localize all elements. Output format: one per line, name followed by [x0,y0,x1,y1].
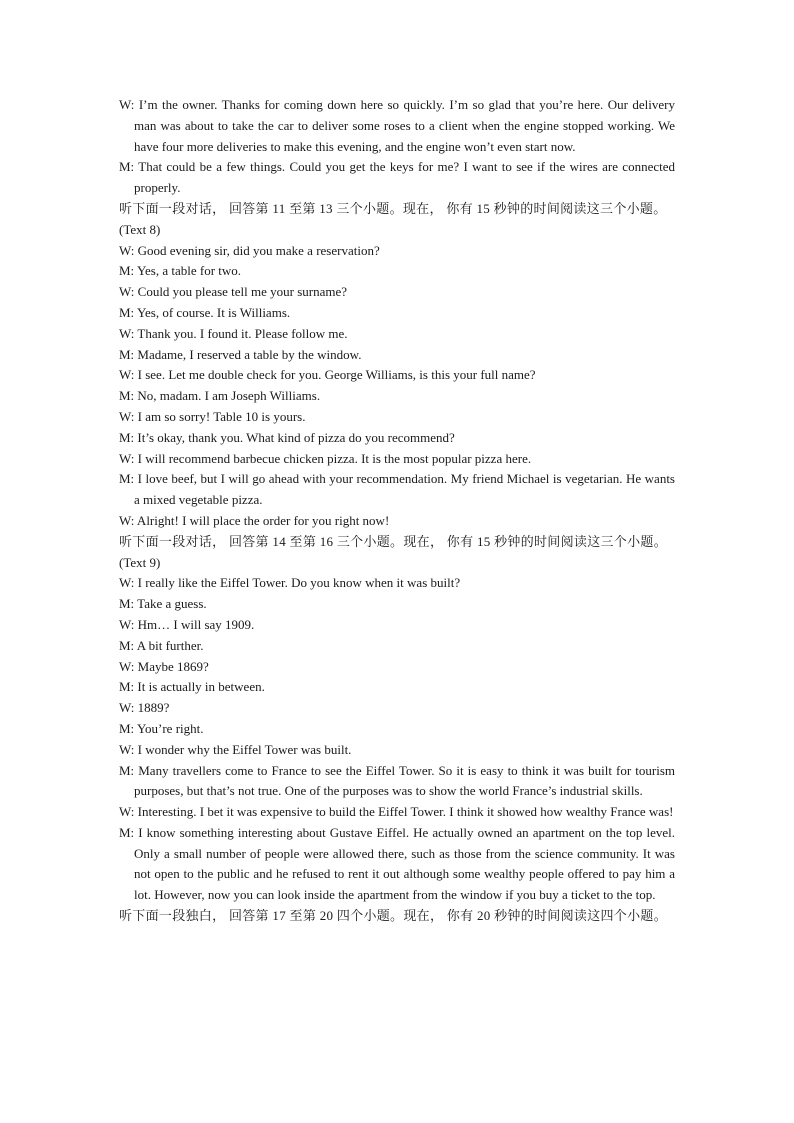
dialogue-line: M: Many travellers come to France to see the Eiffel Tower. So it is easy to think it was built for tourism purposes, but that’s not true. One of the purposes was to show the world France’s industrial skills. [119,762,675,799]
instruction-line: 听下面一段对话， 回答第 11 至第 13 三个小题。现在， 你有 15 秒钟的时间阅读这三个小题。 [119,200,667,216]
dialogue-line: M: A bit further. [119,637,204,653]
dialogue-line: W: I am so sorry! Table 10 is yours. [119,408,306,424]
dialogue-line: W: Alright! I will place the order for you right now! [119,512,390,528]
dialogue-line: W: Thank you. I found it. Please follow me. [119,325,348,341]
dialogue-line: W: Good evening sir, did you make a reservation? [119,242,380,258]
dialogue-line: M: Take a guess. [119,596,207,612]
instruction-line: 听下面一段独白， 回答第 17 至第 20 四个小题。现在， 你有 20 秒钟的时间阅读这四个小题。 [119,908,667,924]
dialogue-line: M: It is actually in between. [119,679,265,695]
dialogue-line: W: Interesting. I bet it was expensive to build the Eiffel Tower. I think it showed how wealthy France was! [119,804,674,820]
dialogue-line: W: Hm… I will say 1909. [119,616,255,632]
document-page [119,95,675,927]
dialogue-line: M: Yes, of course. It is Williams. [119,304,291,320]
dialogue-line: M: You’re right. [119,720,204,736]
instruction-line: 听下面一段对话， 回答第 14 至第 16 三个小题。现在， 你有 15 秒钟的时间阅读这三个小题。 [119,533,667,549]
dialogue-line: W: Maybe 1869? [119,658,209,674]
dialogue-line: W: I’m the owner. Thanks for coming down here so quickly. I’m so glad that you’re here. Our delivery man was about to take the car to deliver some roses to a client when the engine stopped working. We have four more deliveries to make this evening, and the engine won’t even start now. [119,97,675,154]
dialogue-line: M: Yes, a table for two. [119,263,242,279]
dialogue-line: M: That could be a few things. Could you get the keys for me? I want to see if the wires are connected properly. [119,159,675,196]
dialogue-line: M: I love beef, but I will go ahead with your recommendation. My friend Michael is vegetarian. He wants a mixed vegetable pizza. [119,471,675,508]
dialogue-line: W: I really like the Eiffel Tower. Do you know when it was built? [119,575,461,591]
dialogue-line: W: I will recommend barbecue chicken pizza. It is the most popular pizza here. [119,450,532,466]
dialogue-line: W: I wonder why the Eiffel Tower was built. [119,741,352,757]
dialogue-line: M: I know something interesting about Gustave Eiffel. He actually owned an apartment on the top level. Only a small number of people were allowed there, such as those from the science community. It was not open to the public and he refused to rent it out although some wealthy people offered to pay him a lot. However, now you can look inside the apartment from the window if you buy a ticket to the top. [119,824,675,903]
section-heading: (Text 9) [119,554,161,570]
section-heading: (Text 8) [119,221,161,237]
dialogue-line: W: Could you please tell me your surname? [119,284,348,300]
dialogue-line: M: It’s okay, thank you. What kind of pizza do you recommend? [119,429,455,445]
dialogue-line: W: 1889? [119,700,170,716]
dialogue-line: M: Madame, I reserved a table by the window. [119,346,362,362]
dialogue-line: M: No, madam. I am Joseph Williams. [119,388,321,404]
dialogue-line: W: I see. Let me double check for you. George Williams, is this your full name? [119,367,536,383]
